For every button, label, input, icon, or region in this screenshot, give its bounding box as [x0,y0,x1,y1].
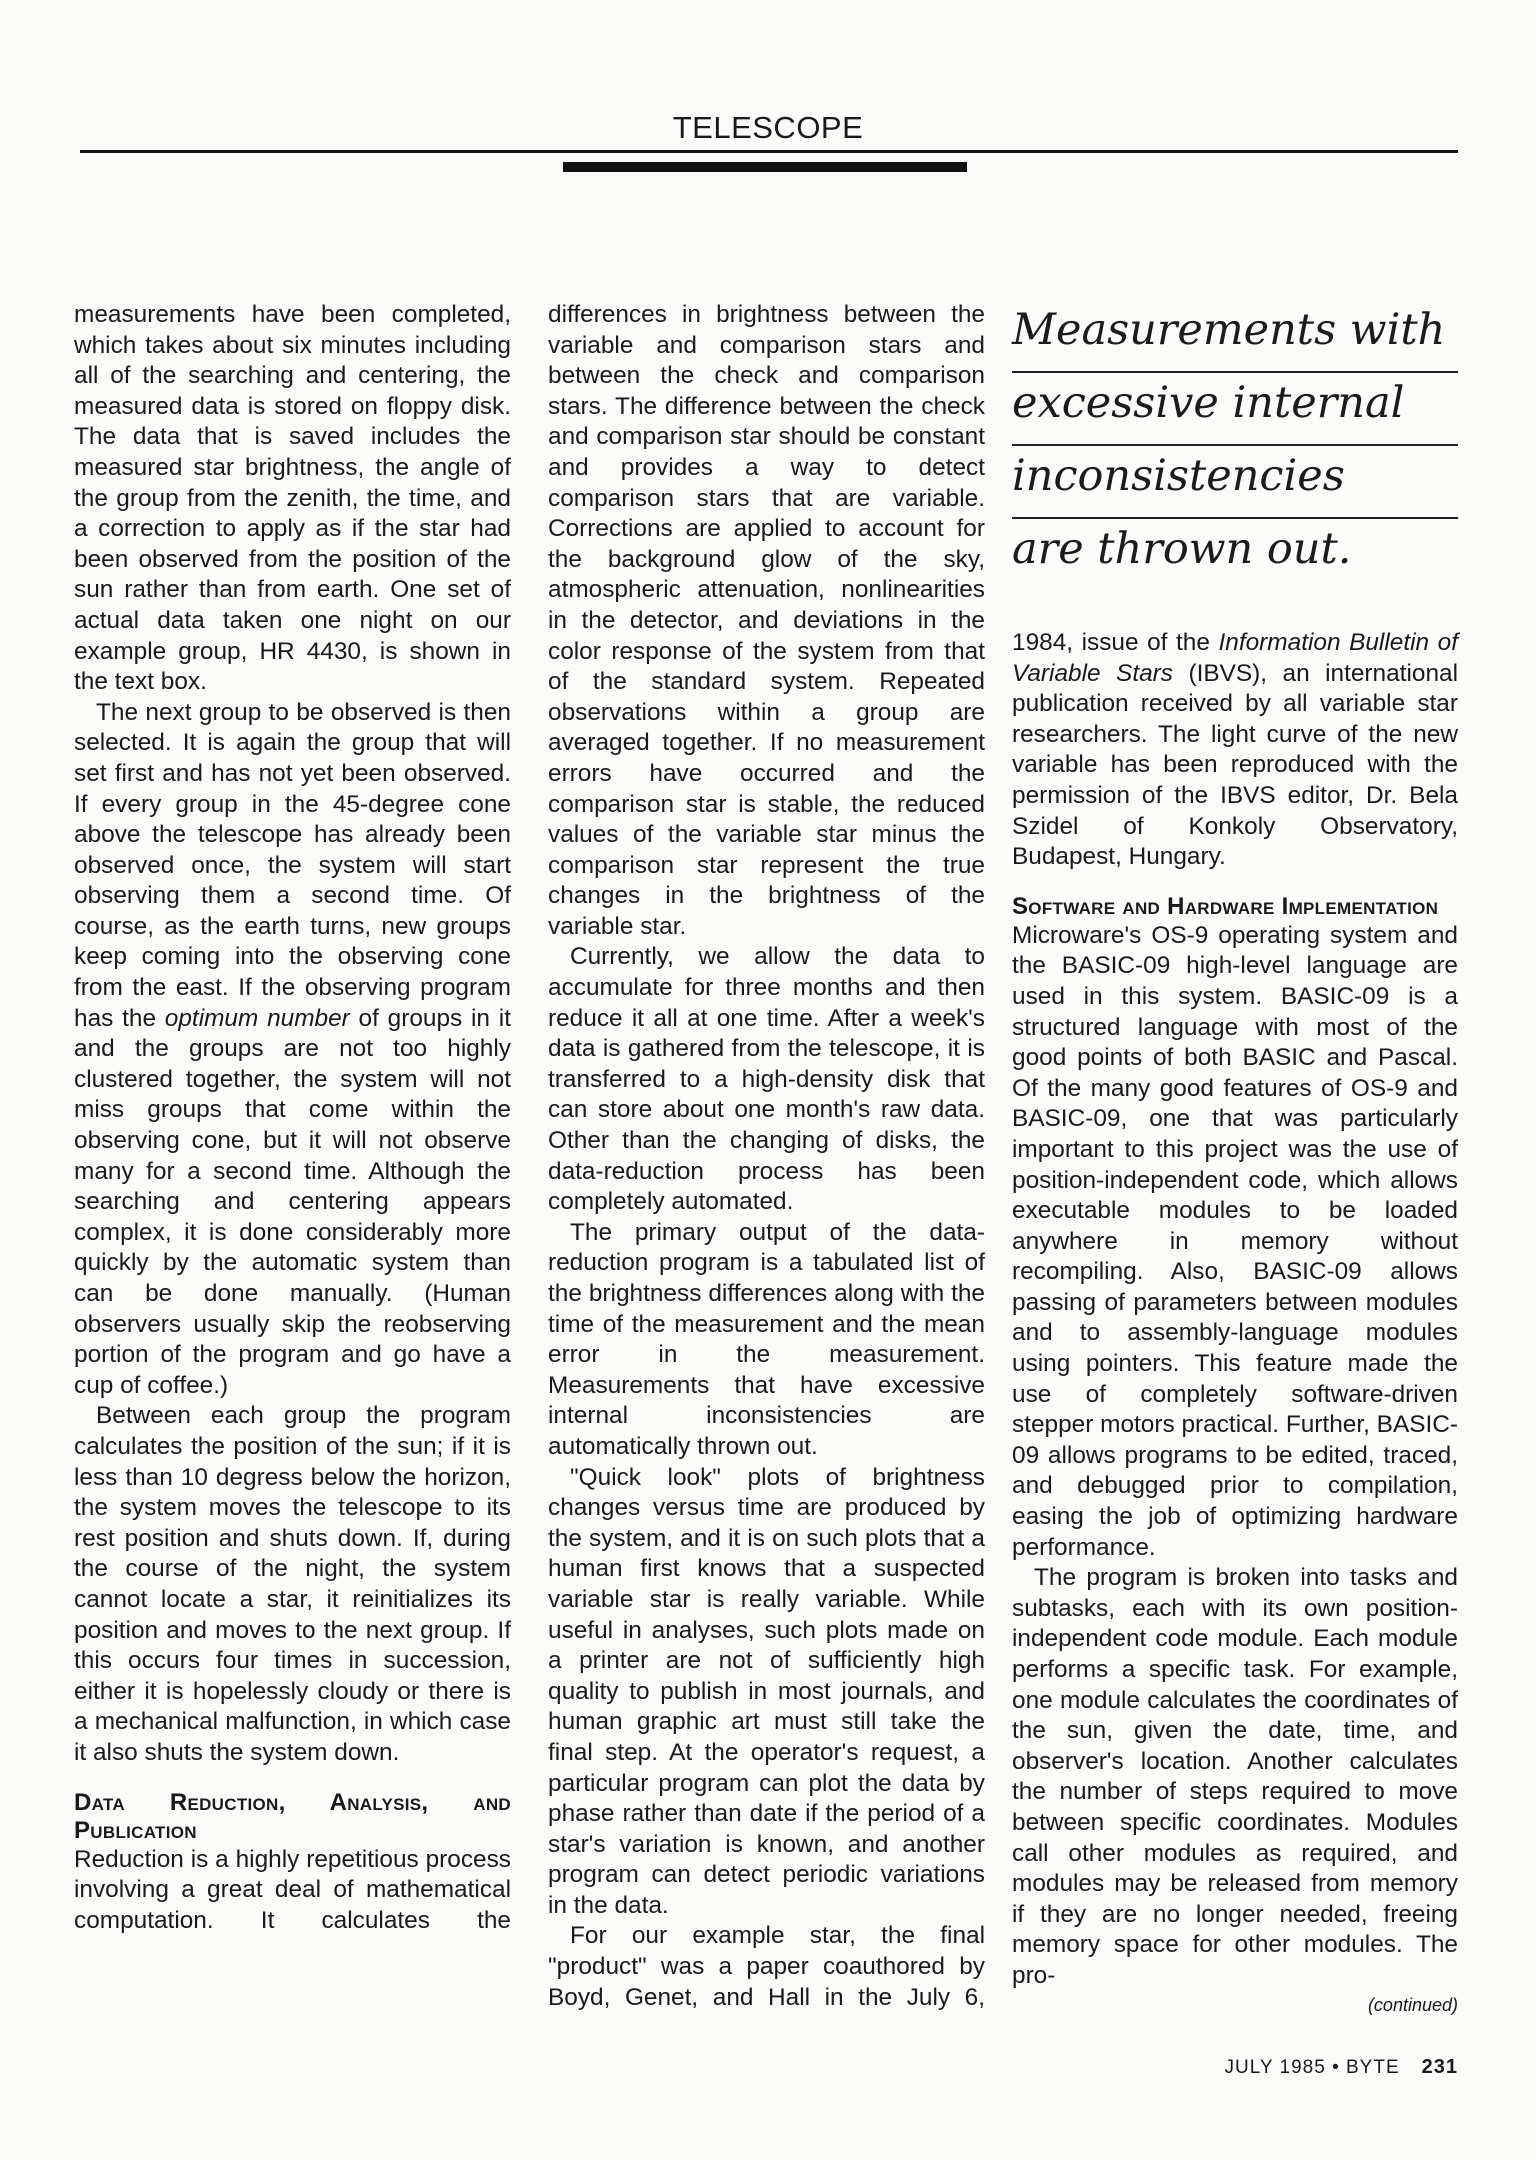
text: The next group to be observed is then selected. It is again the group that will set first and has not yet been observed. If every group in the 45-degree cone above the telescope has already been observed once, the system will start observing them a second time. Of course, as the earth turns, new groups keep coming into the observing cone from the east. If the observing program has the [74,698,511,1032]
pull-quote-line: are thrown out. [1012,524,1352,574]
paragraph: The program is broken into tasks and subtasks, each with its own position-independent code module. Each module performs a specific task. For example, one module calculates the coordinates of the sun, given the date, time, and observer's location. Another calculates the number of steps required to move between specific coordinates. Modules call other modules as required, and modules may be released from memory if they are no longer needed, freeing memory space for other modules. The pro- [1012,1564,1458,1989]
paragraph [74,698,511,1402]
text: 1984, issue of the [1012,629,1219,656]
text: (IBVS), an international publication received by all variable star researchers. The light curve of the new variable has been reproduced with the permission of the IBVS editor, Dr. Bela Szidel of Konkoly Observatory, Budapest, Hungary. [1012,659,1458,871]
pull-quote-line: excessive internal [1012,373,1458,446]
page-footer [1225,2056,1458,2079]
section-heading: Software and Hardware Implementation [1012,892,1439,920]
column-1 [74,300,511,1936]
paragraph: Microware's OS-9 operating system and the BASIC-09 high-level language are used in this system. BASIC-09 is a structured language with most of the good points of both BASIC and Pascal. Of the many good features of OS-9 and BASIC-09, one that was particularly important to this project was the use of position-independent code, which allows executable modules to be loaded anywhere in memory without recompiling. Also, BASIC-09 allows passing of parameters between modules and to assembly-language modules using pointers. This feature made the use of completely software-driven stepper motors practical. Further, BASIC-09 allows programs to be edited, traced, and debugged prior to compilation, easing the job of optimizing hardware performance. [1012,921,1458,1561]
paragraph: Currently, we allow the data to accumulate for three months and then reduce it all at one time. After a week's data is gathered from the telescope, it is transferred to a high-density disk that can store about one month's raw data. Other than the changing of disks, the data-reduction process has been completely automated. [548,943,985,1216]
paragraph: For our example star, the final "product" was a paper coauthored by Boyd, Genet, and Hall in the July 6, [548,1922,985,2011]
emphasis: Information Bulletin of Variable Stars [1012,629,1458,687]
paragraph: "Quick look" plots of brightness changes versus time are produced by the system, and it is on such plots that a human first knows that a suspected variable star is really variable. While useful in analyses, such plots made on a printer are not of sufficiently high quality to publish in most journals, and human graphic art must still take the final step. At the operator's request, a particular program can plot the data by phase rather than date if the period of a star's variation is known, and another program can detect periodic variations in the data. [548,1463,985,1919]
paragraph: differences in brightness between the variable and comparison stars and between the check and comparison stars. The difference between the check and comparison star should be constant and provides a way to detect comparison stars that are variable. Corrections are applied to account for the background glow of the sky, atmospheric attenuation, nonlinearities in the detector, and deviations in the color response of the system from that of the standard system. Repeated observations within a group are averaged together. If no measurement errors have occurred and the comparison star is stable, the reduced values of the variable star minus the comparison star represent the true changes in the brightness of the variable star. [548,301,985,940]
paragraph [1012,628,1458,873]
pull-quote [1012,300,1458,592]
column-2 [548,300,985,2013]
paragraph: measurements have been completed, which takes about six minutes including all of the searching and centering, the measured data is stored on floppy disk. The data that is saved includes the measured star brightness, the angle of the group from the zenith, the time, and a correction to apply as if the star had been observed from the position of the sun rather than from earth. One set of actual data taken one night on our example group, HR 4430, is shown in the text box. [74,301,511,696]
paragraph: Between each group the program calculates the position of the sun; if it is less than 10 degress below the horizon, the system moves the telescope to its rest position and shuts down. If, during the course of the night, the system cannot locate a star, it reinitializes its position and moves to the next group. If this occurs four times in succession, either it is hopelessly cloudy or there is a mechanical malfunction, in which case it also shuts the system down. [74,1402,511,1766]
running-head: TELESCOPE [672,110,864,145]
header-bar [563,162,967,172]
page-number: 231 [1421,2056,1458,2078]
paragraph: Reduction is a highly repetitious process involving a great deal of mathematical computation. It calculates the [74,1845,511,1934]
pull-quote-line: inconsistencies [1012,446,1458,519]
header-rule [80,150,1458,153]
pull-quote-line: Measurements with [1012,300,1458,373]
continued-note: (continued) [1367,1994,1458,2015]
column-3 [1012,300,1458,2018]
paragraph: The primary output of the data-reduction program is a tabulated list of the brightness differences along with the time of the measurement and the mean error in the measurement. Measurements that have excessive internal inconsistencies are automatically thrown out. [548,1218,985,1460]
section-heading: Data Reduction, Analysis, and Publication [74,1788,511,1844]
issue-label: JULY 1985 • BYTE [1224,2057,1400,2078]
text: of groups in it and the groups are not too highly clustered together, the system will not miss groups that come within the observing cone, but it will not observe many for a second time. Although the searching and centering appears complex, it is done considerably more quickly by the automatic system than can be done manually. (Human observers usually skip the reobserving portion of the program and go have a cup of coffee.) [74,1004,511,1399]
emphasis: optimum number [164,1004,350,1032]
